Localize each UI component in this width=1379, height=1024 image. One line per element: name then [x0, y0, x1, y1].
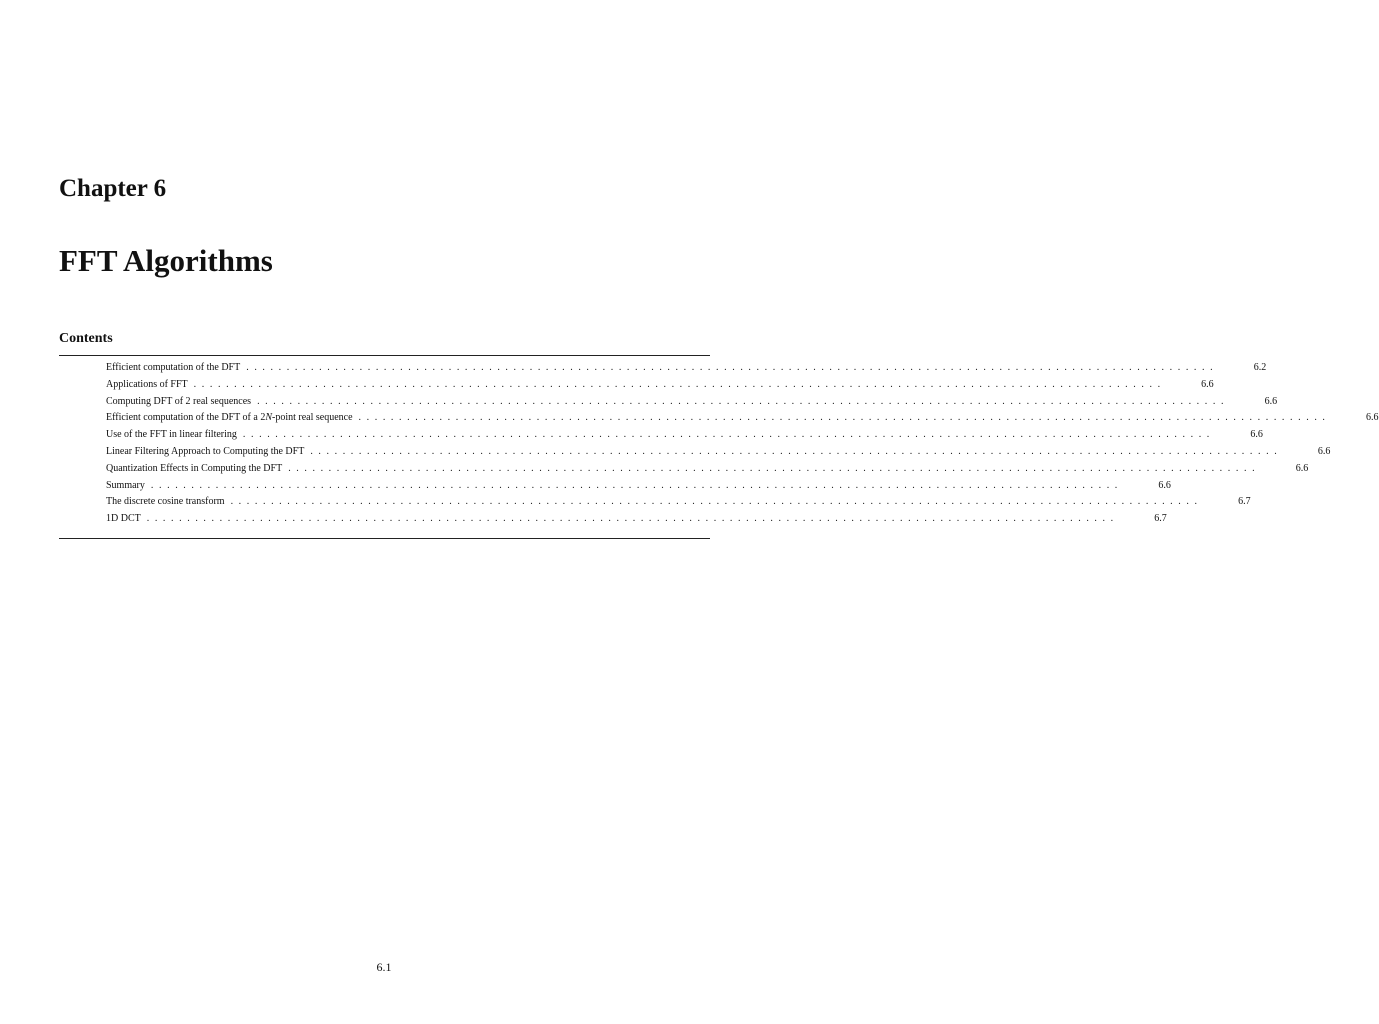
toc-dot-leader: ........................................................................................................................: [257, 395, 1230, 407]
toc-entry-page: 6.2: [1253, 362, 1267, 373]
table-of-contents: [106, 360, 1379, 528]
toc-dot-leader: ........................................................................................................................: [242, 429, 1215, 441]
toc-entry[interactable]: [106, 360, 1267, 377]
toc-entry-title: Computing DFT of 2 real sequences: [106, 395, 252, 407]
toc-dot-leader: ........................................................................................................................: [288, 462, 1261, 474]
toc-entry-page: 6.6: [1295, 462, 1309, 474]
toc-entry[interactable]: [106, 427, 1263, 444]
toc-entry[interactable]: [106, 444, 1331, 461]
contents-bottom-rule: [59, 538, 710, 539]
toc-entry-title: Quantization Effects in Computing the DFT: [106, 462, 283, 474]
chapter-title: FFT Algorithms: [59, 243, 273, 278]
toc-entry-page: 6.6: [1366, 412, 1379, 424]
toc-entry-title: Linear Filtering Approach to Computing the DFT: [106, 445, 305, 457]
toc-entry-page: 6.6: [1201, 378, 1214, 390]
toc-entry-title: The discrete cosine transform: [106, 496, 225, 508]
chapter-label: Chapter 6: [59, 175, 167, 202]
contents-heading: Contents: [59, 331, 113, 346]
toc-entry-title-pre: Efficient computation of the DFT of a 2: [106, 412, 266, 424]
toc-entry[interactable]: [106, 461, 1309, 478]
toc-entry[interactable]: [106, 494, 1251, 511]
toc-dot-leader: ........................................................................................................................: [146, 513, 1119, 525]
toc-entry-title: 1D DCT: [106, 513, 141, 525]
toc-entry-title: Summary: [106, 479, 145, 491]
toc-entry-page: 6.7: [1238, 496, 1251, 508]
toc-entry-page: 6.7: [1154, 513, 1167, 525]
toc-entry[interactable]: [106, 377, 1214, 394]
toc-entry[interactable]: [106, 410, 1379, 427]
contents-top-rule: [59, 355, 710, 356]
toc-entry-page: 6.6: [1264, 395, 1278, 407]
toc-entry-page: 6.6: [1158, 479, 1171, 491]
toc-entry-title: Efficient computation of the DFT: [106, 362, 241, 373]
toc-dot-leader: ........................................................................................................................: [358, 412, 1331, 424]
toc-dot-leader: ........................................................................................................................: [150, 479, 1123, 491]
toc-entry-title: Use of the FFT in linear filtering: [106, 429, 237, 441]
toc-entry-title: Applications of FFT: [106, 378, 188, 390]
toc-dot-leader: ........................................................................................................................: [193, 378, 1166, 390]
toc-entry[interactable]: [106, 511, 1167, 528]
toc-entry-title: [106, 410, 359, 427]
toc-entry-page: 6.6: [1317, 445, 1331, 457]
toc-entry-title-post: -point real sequence: [272, 412, 353, 424]
toc-entry-title-math: N: [265, 412, 272, 424]
toc-dot-leader: ........................................................................................................................: [310, 445, 1283, 457]
toc-dot-leader: ........................................................................................................................: [246, 362, 1219, 373]
toc-entry[interactable]: [106, 394, 1278, 411]
toc-dot-leader: ........................................................................................................................: [230, 496, 1203, 508]
toc-entry[interactable]: [106, 478, 1171, 495]
toc-entry-page: 6.6: [1250, 429, 1263, 441]
page-number: 6.1: [376, 960, 392, 974]
